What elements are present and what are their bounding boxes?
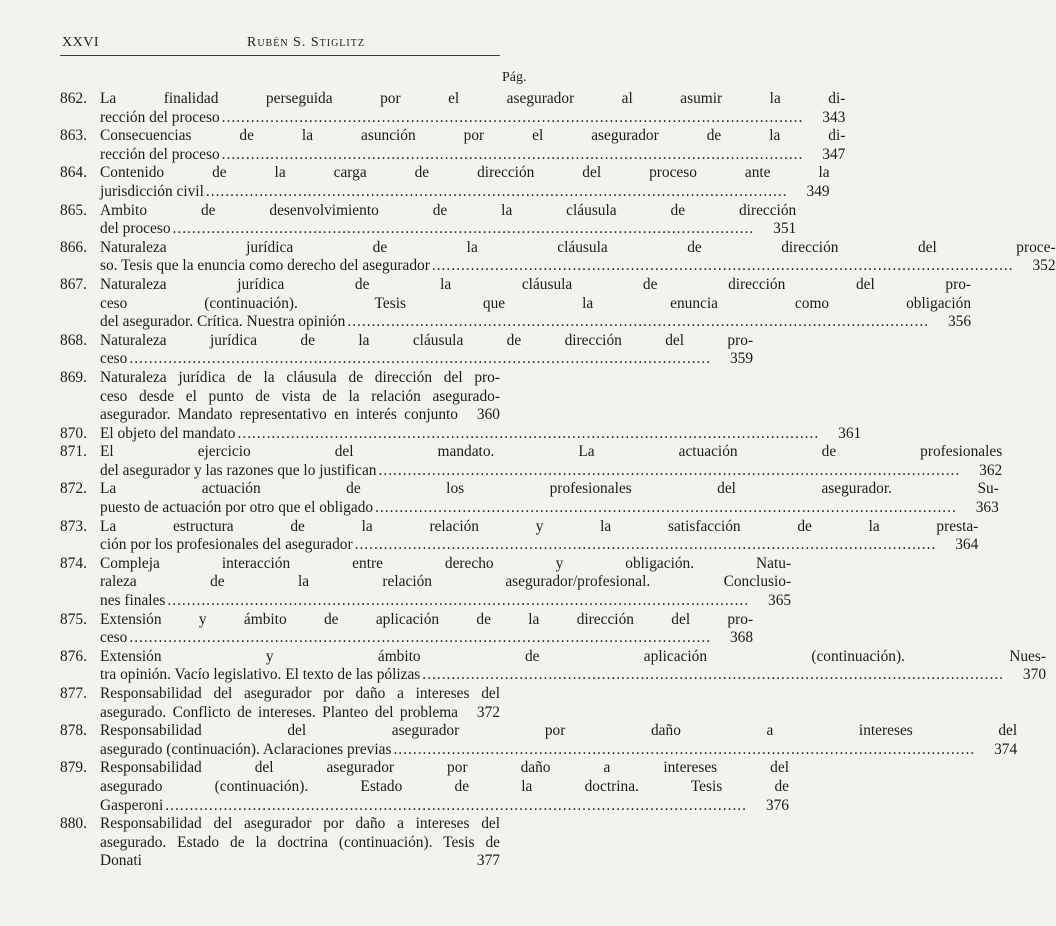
- toc-entry-number: 873.: [60, 517, 87, 535]
- toc-entry: [60, 424, 862, 444]
- toc-entry-title: [100, 759, 789, 815]
- toc-entry-line: Responsabilidad del asegurador por daño a intereses del: [100, 685, 500, 702]
- dot-leader: ........................................................................................................................: [167, 592, 750, 610]
- toc-entry-title: [100, 369, 500, 425]
- toc-entry-line: Naturaleza jurídica de la cláusula de dirección del pro-: [100, 275, 972, 293]
- toc-entry: [60, 164, 830, 201]
- toc-entry: [60, 443, 1003, 480]
- dot-leader: ........................................................................................................................: [347, 313, 930, 331]
- toc-entry-line: asegurador. Mandato representativo en interés conjunto: [100, 406, 458, 424]
- toc-entry-last-line: [100, 350, 753, 369]
- toc-entry-line: Naturaleza jurídica de la cláusula de dirección del pro-: [100, 368, 500, 386]
- toc-entry-title: [100, 518, 978, 555]
- toc-entry-last-line: [100, 313, 971, 332]
- toc-entry: [60, 610, 754, 648]
- toc-entry-last-line: [100, 183, 830, 202]
- dot-leader: ........................................................................................................................: [165, 796, 747, 814]
- dot-leader: ........................................................................................................................: [129, 629, 712, 647]
- toc-entry-last-line: [100, 852, 500, 871]
- dot-leader: ........................................................................................................................: [205, 182, 788, 200]
- toc-entry: [60, 554, 792, 611]
- toc-entry-line: El objeto del mandato: [100, 424, 236, 442]
- dot-leader: ........................................................................................................................: [354, 536, 937, 554]
- toc-entry: [60, 815, 500, 871]
- toc-entry-number: 880.: [60, 815, 87, 833]
- toc-entry-line: so. Tesis que la enuncia como derecho del asegurador: [100, 257, 430, 275]
- toc-entry: [60, 685, 500, 722]
- toc-entry-last-line: [100, 146, 845, 165]
- toc-entry-line: Extensión y ámbito de aplicación (continuación). Nues-: [100, 647, 1047, 665]
- toc-entry-last-line: [100, 629, 753, 648]
- toc-entry-title: [100, 164, 830, 201]
- dot-leader: ........................................................................................................................: [237, 424, 820, 442]
- toc-entry-page: 359: [729, 350, 754, 368]
- running-head-author: Rubén S. Stiglitz: [247, 35, 365, 50]
- toc-entry: [60, 275, 972, 332]
- toc-entry-page: 370: [1022, 666, 1047, 684]
- toc-entry-last-line: [100, 704, 500, 723]
- toc-entry-line: Ambito de desenvolvimiento de la cláusula de dirección: [100, 201, 797, 219]
- toc-entry-title: [100, 611, 753, 648]
- toc-entry-line: Compleja interacción entre derecho y obligación. Natu-: [100, 554, 792, 572]
- toc-entry-line: Consecuencias de la asunción por el asegurador de la di-: [100, 127, 846, 145]
- toc-entry-line: del proceso: [100, 220, 171, 238]
- toc-entry-line: Extensión y ámbito de aplicación de la dirección del pro-: [100, 610, 754, 628]
- dot-leader: ........................................................................................................................: [221, 145, 804, 163]
- toc-entry-line: asegurado (continuación). Estado de la doctrina. Tesis de: [100, 777, 789, 795]
- toc-entry: [60, 127, 846, 164]
- running-head: [62, 33, 502, 51]
- toc-entry-title: [100, 555, 791, 611]
- toc-entry-last-line: [100, 741, 1017, 760]
- toc-entry-number: 869.: [60, 368, 87, 386]
- toc-entry-number: 878.: [60, 722, 87, 740]
- toc-entry: [60, 238, 1056, 276]
- toc-entry-last-line: [100, 220, 796, 239]
- toc-entry-last-line: [100, 797, 789, 816]
- toc-entry-last-line: [100, 499, 999, 518]
- toc-entry-last-line: [100, 109, 845, 128]
- toc-entry: [60, 201, 797, 239]
- dot-leader: ........................................................................................................................: [172, 220, 755, 238]
- toc-entry-title: [100, 815, 500, 871]
- toc-entry-line: rección del proceso: [100, 145, 220, 163]
- toc-entry-page: 356: [947, 313, 972, 331]
- toc-entry-number: 867.: [60, 275, 87, 293]
- toc-entry-page: 363: [975, 499, 999, 517]
- toc-entry-line: Gasperoni: [100, 796, 164, 814]
- toc-entry-page: 351: [773, 220, 797, 238]
- toc-entry-line: ceso: [100, 350, 128, 368]
- toc-entry-line: ceso: [100, 629, 128, 647]
- toc-entry-number: 874.: [60, 554, 87, 572]
- toc-entry-title: [100, 648, 1046, 685]
- toc-entry-number: 872.: [60, 480, 87, 498]
- toc-entry: [60, 90, 846, 127]
- toc-entry-line: puesto de actuación por otro que el obligado: [100, 499, 374, 517]
- toc-entry-number: 871.: [60, 443, 87, 461]
- toc-entry-line: La finalidad perseguida por el asegurador al asumir la di-: [100, 90, 846, 107]
- toc-entry: [60, 722, 1018, 759]
- toc-entry-number: 862.: [60, 90, 87, 107]
- toc-entry-number: 865.: [60, 201, 87, 219]
- toc-entry-title: [100, 722, 1017, 759]
- toc-entry-page: 347: [822, 145, 846, 163]
- toc-entry-line: La estructura de la relación y la satisfacción de la presta-: [100, 517, 979, 535]
- toc-entry: [60, 759, 789, 815]
- toc-entry-line: del asegurador y las razones que lo justifican: [100, 461, 377, 479]
- toc-entry-page: 352: [1032, 257, 1056, 275]
- toc-entry-last-line: [100, 257, 1056, 276]
- table-of-contents: [60, 90, 1056, 871]
- toc-entry-last-line: [100, 592, 791, 611]
- toc-entry-number: 879.: [60, 759, 87, 777]
- toc-entry-number: 864.: [60, 164, 87, 182]
- toc-entry-page: 349: [806, 182, 830, 200]
- toc-entry-page: 372: [476, 703, 500, 721]
- toc-entry: [60, 480, 999, 517]
- page-column-label: Pág.: [502, 70, 527, 85]
- dot-leader: ........................................................................................................................: [431, 257, 1014, 275]
- toc-entry-number: 868.: [60, 331, 87, 349]
- toc-entry-number: 876.: [60, 647, 87, 665]
- toc-entry-number: 870.: [60, 424, 87, 442]
- toc-entry-line: ción por los profesionales del asegurador: [100, 536, 353, 554]
- toc-entry-line: Responsabilidad del asegurador por daño a intereses del: [100, 722, 1018, 740]
- toc-entry-title: [100, 202, 796, 239]
- toc-entry-line: Responsabilidad del asegurador por daño a intereses del: [100, 759, 789, 777]
- toc-entry: [60, 647, 1047, 685]
- toc-entry-number: 875.: [60, 610, 87, 628]
- toc-entry-page: 361: [838, 424, 862, 442]
- toc-entry-line: Responsabilidad del asegurador por daño a intereses del: [100, 815, 500, 833]
- toc-entry-last-line: [100, 666, 1046, 685]
- toc-entry-line: Naturaleza jurídica de la cláusula de dirección del proce-: [100, 238, 1056, 256]
- toc-entry: [60, 369, 500, 425]
- toc-entry-page: 362: [979, 461, 1003, 479]
- toc-entry: [60, 517, 979, 555]
- dot-leader: ........................................................................................................................: [129, 350, 712, 368]
- toc-entry-title: [100, 332, 753, 369]
- toc-entry-last-line: [100, 425, 861, 444]
- toc-entry-line: Contenido de la carga de dirección del proceso ante la: [100, 164, 830, 182]
- toc-entry-title: [100, 443, 1002, 480]
- toc-entry-page: 376: [765, 796, 789, 814]
- toc-entry-page: 368: [729, 629, 754, 647]
- toc-entry-page: 343: [822, 108, 846, 126]
- toc-entry-number: 877.: [60, 685, 87, 702]
- toc-entry-number: 866.: [60, 238, 87, 256]
- toc-entry-line: El ejercicio del mandato. La actuación de profesionales: [100, 443, 1003, 461]
- toc-entry-line: raleza de la relación asegurador/profesional. Conclusio-: [100, 573, 792, 591]
- toc-entry-line: ceso desde el punto de vista de la relación asegurado-: [100, 387, 500, 405]
- toc-entry-last-line: [100, 462, 1002, 481]
- page-number: XXVI: [62, 35, 99, 50]
- toc-entry-title: [100, 127, 845, 164]
- toc-entry-title: [100, 276, 971, 332]
- toc-entry-line: ceso (continuación). Tesis que la enuncia como obligación: [100, 294, 972, 312]
- toc-entry-page: 377: [476, 852, 500, 870]
- dot-leader: ........................................................................................................................: [221, 108, 804, 126]
- toc-entry-page: 365: [768, 592, 792, 610]
- dot-leader: ........................................................................................................................: [378, 461, 961, 479]
- toc-entry-line: tra opinión. Vacío legislativo. El texto de las pólizas: [100, 666, 421, 684]
- toc-entry-line: Naturaleza jurídica de la cláusula de dirección del pro-: [100, 331, 754, 349]
- toc-entry-title: [100, 480, 999, 517]
- toc-entry-last-line: [100, 406, 500, 425]
- toc-entry-page: 364: [955, 536, 979, 554]
- toc-entry-page: 360: [476, 406, 500, 424]
- header-rule: [60, 55, 500, 56]
- toc-entry-title: [100, 90, 845, 127]
- toc-entry-line: jurisdicción civil: [100, 182, 204, 200]
- dot-leader: ........................................................................................................................: [393, 740, 976, 758]
- toc-entry-line: Donati: [100, 852, 142, 870]
- toc-entry-line: La actuación de los profesionales del asegurador. Su-: [100, 480, 999, 498]
- dot-leader: ........................................................................................................................: [375, 499, 957, 517]
- toc-entry-line: rección del proceso: [100, 108, 220, 126]
- toc-entry-line: asegurado (continuación). Aclaraciones previas: [100, 740, 392, 758]
- toc-entry-line: nes finales: [100, 592, 166, 610]
- dot-leader: ........................................................................................................................: [422, 666, 1005, 684]
- toc-entry-number: 863.: [60, 127, 87, 145]
- toc-entry-line: asegurado. Conflicto de intereses. Planteo del problema: [100, 703, 458, 721]
- toc-entry-title: [100, 425, 861, 444]
- toc-entry-page: 374: [994, 740, 1018, 758]
- toc-entry-title: [100, 239, 1056, 276]
- toc-entry-title: [100, 685, 500, 722]
- toc-entry-last-line: [100, 536, 978, 555]
- toc-entry-line: del asegurador. Crítica. Nuestra opinión: [100, 313, 346, 331]
- toc-entry-line: asegurado. Estado de la doctrina (continuación). Tesis de: [100, 833, 500, 851]
- toc-entry: [60, 331, 754, 369]
